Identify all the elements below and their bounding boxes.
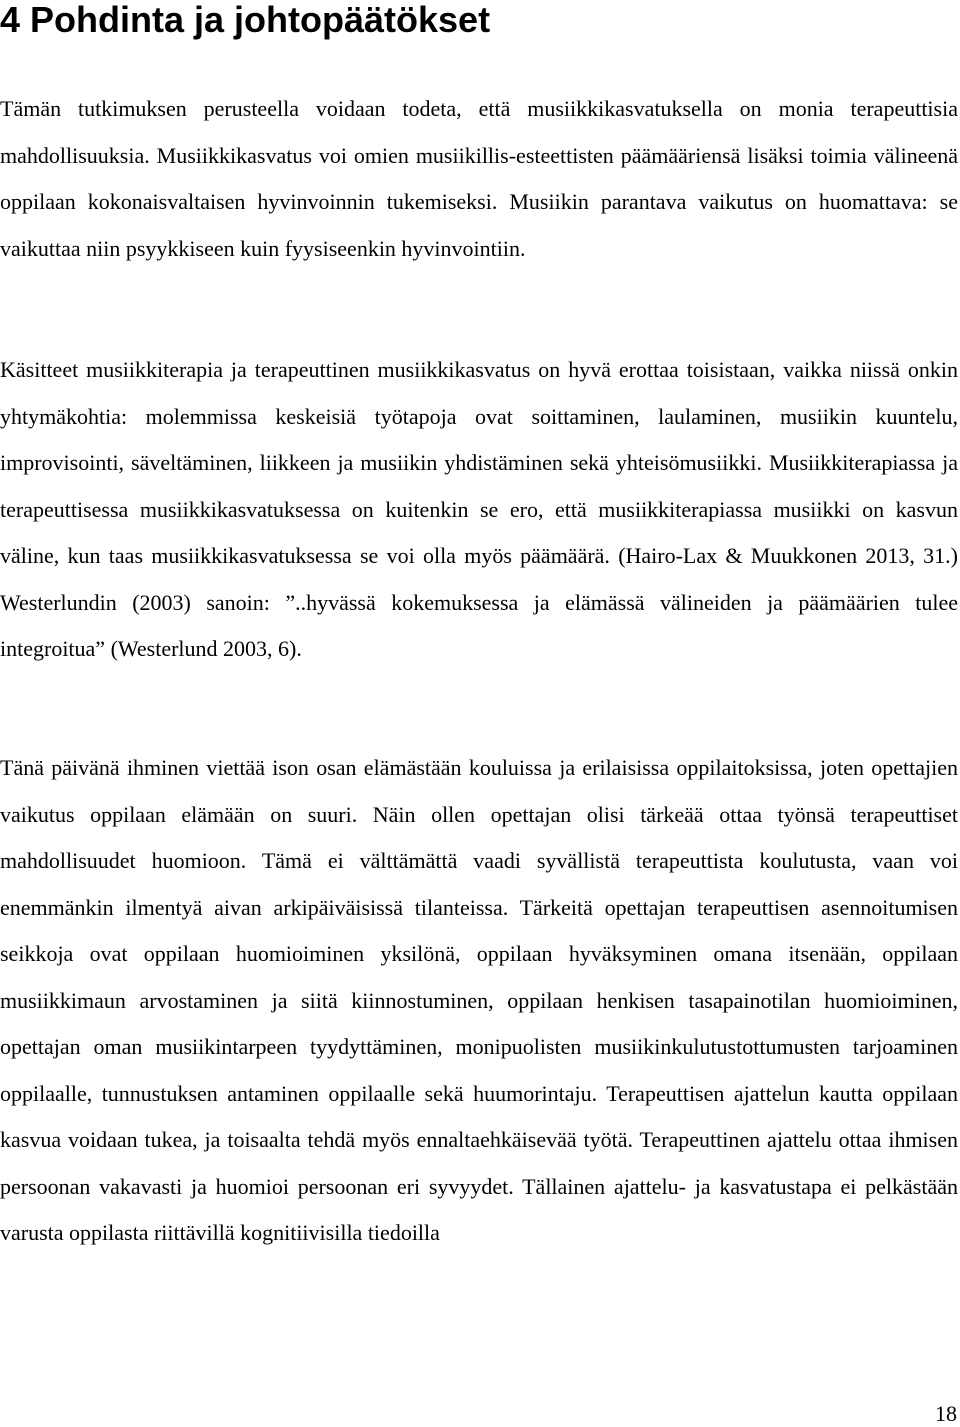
paragraph-2: Käsitteet musiikkiterapia ja terapeuttinen musiikkikasvatus on hyvä erottaa toisistaan, vaikka niissä onkin yhtymäkohtia: molemmissa keskeisiä työtapoja ovat soittaminen, laulaminen, musiikin kuuntelu, improvisointi, säveltäminen, liikkeen ja musiikin yhdistäminen sekä yhteisömusiikki. Musiikkiterapiassa ja terapeuttisessa musiikkikasvatuksessa on kuitenkin se ero, että musiikkiterapiassa musiikki on kasvun väline, kun taas musiikkikasvatuksessa se voi olla myös päämäärä. (Hairo-Lax & Muukkonen 2013, 31.) Westerlundin (2003) sanoin: ”..hyvässä kokemuksessa ja elämässä välineiden ja päämäärien tulee integroitua” (Westerlund 2003, 6).	[0, 357, 958, 661]
section-heading: 4 Pohdinta ja johtopäätökset	[0, 0, 491, 40]
paragraph-1: Tämän tutkimuksen perusteella voidaan todeta, että musiikkikasvatuksella on monia terapeuttisia mahdollisuuksia. Musiikkikasvatus voi omien musiikillis-esteettisten päämääriensä lisäksi toimia välineenä oppilaan kokonaisvaltaisen hyvinvoinnin tukemiseksi. Musiikin parantava vaikutus on huomattava: se vaikuttaa niin psyykkiseen kuin fyysiseenkin hyvinvointiin.	[0, 96, 958, 261]
page-number: 18	[935, 1401, 957, 1426]
paragraph-3: Tänä päivänä ihminen viettää ison osan elämästään kouluissa ja erilaisissa oppilaitoksissa, joten opettajien vaikutus oppilaan elämään on suuri. Näin ollen opettajan olisi tärkeää ottaa työnsä terapeuttiset mahdollisuudet huomioon. Tämä ei välttämättä vaadi syvällistä terapeuttista koulutusta, vaan voi enemmänkin ilmentyä aivan arkipäiväisissä tilanteissa. Tärkeitä opettajan terapeuttisen asennoitumisen seikkoja ovat oppilaan huomioiminen yksilönä, oppilaan hyväksyminen omana itsenään, oppilaan musiikkimaun arvostaminen ja siitä kiinnostuminen, oppilaan henkisen tasapainotilan huomioiminen, opettajan oman musiikintarpeen tyydyttäminen, monipuolisten musiikinkulutustottumusten tarjoaminen oppilaalle, tunnustuksen antaminen oppilaalle sekä huumorintaju. Terapeuttisen ajattelun kautta oppilaan kasvua voidaan tukea, ja toisaalta tehdä myös ennaltaehkäisevää työtä. Terapeuttinen ajattelu ottaa ihmisen persoonan vakavasti ja huomioi persoonan eri syvyydet. Tällainen ajattelu- ja kasvatustapa ei pelkästään varusta oppilasta riittävillä kognitiivisilla tiedoilla	[0, 755, 958, 1245]
